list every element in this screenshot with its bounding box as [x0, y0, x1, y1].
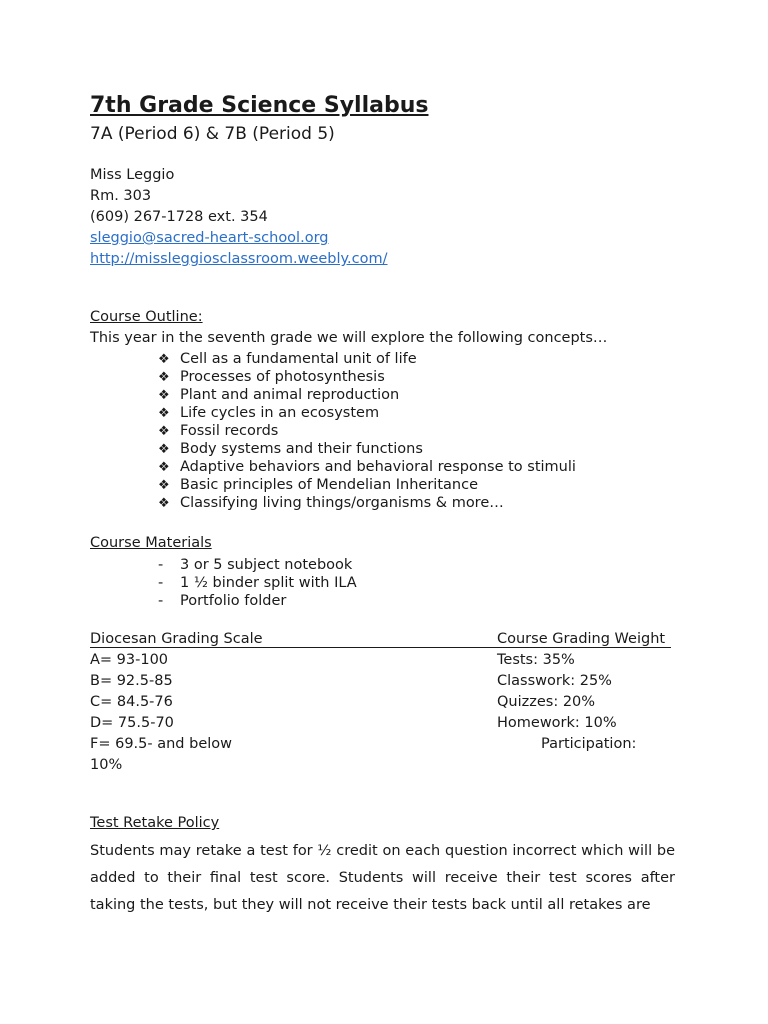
- diamond-bullet-icon: ❖: [158, 460, 170, 475]
- list-item: ❖ Cell as a fundamental unit of life: [158, 351, 417, 367]
- email-link[interactable]: sleggio@sacred-heart-school.org: [90, 230, 329, 246]
- list-item: ❖ Adaptive behaviors and behavioral response to stimuli: [158, 459, 576, 475]
- teacher-name: Miss Leggio: [90, 167, 175, 183]
- grade-row: B= 92.5-85: [90, 673, 173, 689]
- diamond-bullet-icon: ❖: [158, 388, 170, 403]
- weight-row: Classwork: 25%: [497, 673, 612, 689]
- list-item: - 1 ½ binder split with ILA: [158, 575, 357, 591]
- page-title: 7th Grade Science Syllabus: [90, 93, 429, 118]
- retake-policy-text: Students may retake a test for ½ credit on each question incorrect which will be added to their final test score. Students will receive their test scores after taking the tests, but they will not receive their tests back until all retakes are: [90, 843, 675, 913]
- page-subtitle: 7A (Period 6) & 7B (Period 5): [90, 124, 335, 144]
- list-item: ❖ Plant and animal reproduction: [158, 387, 400, 403]
- course-materials-list: [158, 556, 357, 610]
- room-number: Rm. 303: [90, 188, 152, 204]
- grading-heading-underline: [90, 647, 671, 648]
- list-item: ❖ Body systems and their functions: [158, 441, 423, 457]
- grade-row: 10%: [90, 757, 123, 773]
- weight-row: Participation:: [541, 736, 637, 752]
- course-materials-heading: Course Materials: [90, 535, 212, 551]
- dash-bullet-icon: -: [158, 593, 164, 609]
- list-item: ❖ Life cycles in an ecosystem: [158, 405, 380, 421]
- diamond-bullet-icon: ❖: [158, 442, 170, 457]
- diamond-bullet-icon: ❖: [158, 496, 170, 511]
- diamond-bullet-icon: ❖: [158, 370, 170, 385]
- grade-row: C= 84.5-76: [90, 694, 173, 710]
- list-item: ❖ Processes of photosynthesis: [158, 369, 385, 385]
- diamond-bullet-icon: ❖: [158, 424, 170, 439]
- course-outline-heading: Course Outline:: [90, 309, 203, 325]
- list-item: - 3 or 5 subject notebook: [158, 557, 353, 573]
- grade-row: D= 75.5-70: [90, 715, 174, 731]
- grading-scale-heading: Diocesan Grading Scale: [90, 631, 263, 647]
- phone-number: (609) 267-1728 ext. 354: [90, 209, 268, 225]
- diamond-bullet-icon: ❖: [158, 478, 170, 493]
- list-item: ❖ Classifying living things/organisms & more…: [158, 495, 504, 511]
- dash-bullet-icon: -: [158, 557, 164, 573]
- course-outline-intro: This year in the seventh grade we will explore the following concepts…: [90, 330, 608, 346]
- diamond-bullet-icon: ❖: [158, 352, 170, 367]
- list-item: ❖ Basic principles of Mendelian Inheritance: [158, 477, 478, 493]
- retake-policy-heading: Test Retake Policy: [90, 815, 220, 831]
- course-outline-list: [158, 350, 576, 512]
- dash-bullet-icon: -: [158, 575, 164, 591]
- weight-row: Tests: 35%: [497, 652, 575, 668]
- grading-weight-heading: Course Grading Weight: [497, 631, 666, 647]
- diamond-bullet-icon: ❖: [158, 406, 170, 421]
- grade-row: F= 69.5- and below: [90, 736, 232, 752]
- weight-row: Quizzes: 20%: [497, 694, 596, 710]
- grade-row: A= 93-100: [90, 652, 169, 668]
- website-link[interactable]: http://missleggiosclassroom.weebly.com/: [90, 251, 388, 267]
- list-item: - Portfolio folder: [158, 593, 287, 609]
- weight-row: Homework: 10%: [497, 715, 617, 731]
- list-item: ❖ Fossil records: [158, 423, 279, 439]
